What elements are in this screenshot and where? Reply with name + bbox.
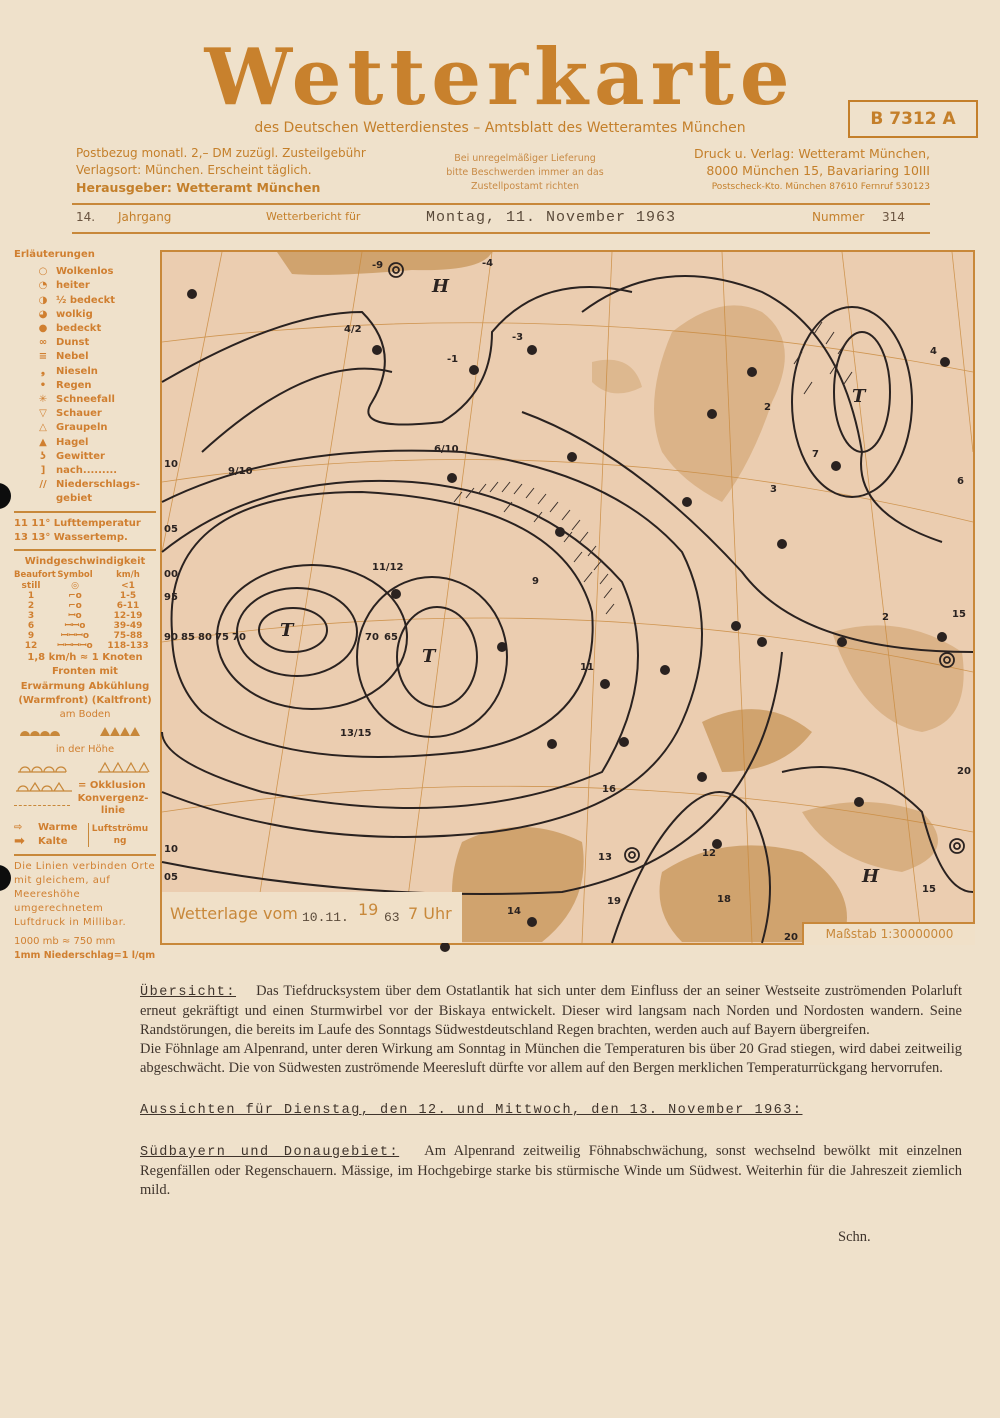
printer-line: Druck u. Verlag: Wetteramt München, — [694, 146, 930, 161]
divider — [14, 511, 156, 513]
occlusion-label: = Okklusion — [78, 779, 146, 791]
fronts-columns-sub: (Warmfront) (Kaltfront) — [18, 694, 152, 706]
station-value: 11/12 — [372, 562, 404, 573]
station-value: 19 — [607, 896, 621, 907]
isobar-label: 10 — [164, 844, 178, 855]
wind-row — [14, 641, 156, 651]
wind-cell: <1 — [121, 581, 135, 592]
wind-cell: ꟷꟷꟷo — [60, 631, 90, 642]
report-label: Wetterbericht für — [266, 210, 361, 223]
map-drawing — [162, 252, 973, 943]
wind-title: Windgeschwindigkeit — [24, 556, 146, 568]
legend-label: Nebel — [56, 351, 89, 363]
signature: Schn. — [838, 1229, 871, 1245]
station-value: 18 — [717, 894, 731, 905]
map-caption-box — [162, 892, 462, 943]
isobar-note: Die Linien verbinden Orte mit gleichem, auf Meereshöhe umgerechnetem Luftdruck in Millibar. — [14, 860, 156, 929]
divider — [14, 854, 156, 856]
legend-symbol-icon: • — [39, 379, 47, 391]
isobar-label: 75 — [215, 632, 229, 643]
wind-row — [14, 601, 156, 611]
legend-air-temp: 11 11° Lufttemperatur — [14, 517, 141, 529]
legend-item — [14, 407, 156, 421]
legend-label: Regen — [56, 379, 92, 391]
wind-row — [14, 631, 156, 641]
wind-table — [14, 581, 156, 651]
account-line: Postscheck-Kto. München 87610 Fernruf 530123 — [711, 182, 930, 192]
map-scale: Maßstab 1:30000000 — [802, 922, 975, 945]
station-value: -9 — [372, 260, 384, 271]
knot-conversion: 1,8 km/h ≈ 1 Knoten — [27, 652, 143, 664]
station-value: 14 — [507, 906, 521, 917]
wind-cell: ⌐o — [68, 591, 82, 602]
isobar-label: 95 — [164, 592, 178, 603]
wind-cell: 6 — [27, 621, 35, 632]
legend-item — [14, 421, 156, 435]
isobar-label: 05 — [164, 524, 178, 535]
wind-cell: ◎ — [71, 581, 79, 592]
isobar-label: 80 — [198, 632, 212, 643]
wind-cell: 3 — [27, 611, 35, 622]
wind-cell: ꟷo — [68, 611, 82, 622]
precipitation-conversion: 1mm Niederschlag=1 l/qm — [14, 949, 156, 961]
wind-cell: 2 — [27, 601, 35, 612]
cold-airflow-arrow-icon: ➡ — [14, 834, 25, 850]
legend-items — [14, 265, 156, 506]
volume-number: 14. — [76, 210, 96, 224]
legend-symbol-icon: ○ — [38, 266, 48, 278]
legend-item — [14, 350, 156, 364]
legend-label: nach......... — [56, 465, 118, 477]
wind-cell: 39-49 — [113, 621, 143, 632]
wind-cell: 12 — [24, 641, 38, 652]
overview-paragraph — [140, 982, 962, 1040]
wind-cell: 1-5 — [119, 591, 137, 602]
low-pressure-symbol: T — [852, 386, 866, 407]
wind-cell: still — [21, 581, 41, 592]
wind-row — [14, 591, 156, 601]
legend-label: Schauer — [56, 408, 102, 420]
divider — [72, 232, 930, 234]
report-date: Montag, 11. November 1963 — [426, 209, 677, 226]
occlusion-symbol — [14, 779, 74, 793]
legend-symbol-icon: ◔ — [38, 280, 48, 292]
legend-label: ½ bedeckt — [56, 294, 116, 306]
legend-item — [14, 265, 156, 279]
overview-text: Das Tiefdrucksystem über dem Ostatlantik hat sich unter dem Einfluss der an seiner Westseite zuströmenden Polarluft erneut gekräftigt und einen Sturmwirbel vor der Biskaya entwickelt. Dieser wird langsam nach Norden und Nordosten wandern. Seine Randstörungen, die bereits im Laufe des Sonntags Südwestdeutschland Regen brachten, werden auch auf Bayern übergreifen. — [140, 983, 963, 1038]
station-value: 12 — [702, 848, 716, 859]
fronts-ground-label: am Boden — [59, 709, 111, 721]
station-value: 13/15 — [340, 728, 372, 739]
caption-century: 19 — [358, 900, 379, 919]
fronts-height-label: in der Höhe — [55, 744, 115, 756]
legend-symbol-icon: ∞ — [38, 337, 48, 349]
wind-cell: 12-19 — [113, 611, 143, 622]
overview-heading: Übersicht: — [140, 985, 237, 1000]
balkans-land — [802, 802, 938, 872]
fronts-columns: Erwärmung Abkühlung — [20, 680, 150, 692]
issue-code-box: B 7312 A — [848, 100, 978, 138]
legend-item — [14, 393, 156, 407]
high-pressure-symbol: H — [432, 276, 450, 297]
legend-symbol-icon: ● — [38, 323, 48, 335]
isobar-label: 15 — [952, 609, 966, 620]
legend-symbol-icon: ] — [40, 465, 46, 477]
station-value: 9/10 — [228, 466, 253, 477]
divider — [14, 549, 156, 551]
delivery-note-line: bitte Beschwerden immer an das — [446, 167, 604, 178]
station-value: -4 — [482, 258, 494, 269]
station-value: -1 — [447, 354, 459, 365]
legend-label: Graupeln — [56, 422, 108, 434]
wind-cell: 118-133 — [107, 641, 149, 652]
legend-label: Gewitter — [56, 450, 105, 462]
subscription-line: Postbezug monatl. 2,– DM zuzügl. Zusteilgebühr — [76, 146, 366, 160]
masthead-subtitle: des Deutschen Wetterdienstes – Amtsblatt des Wetteramtes München — [254, 120, 746, 136]
publisher-line: Herausgeber: Wetteramt München — [76, 180, 321, 195]
warm-label: Warme — [38, 822, 78, 834]
station-value: 6/10 — [434, 444, 459, 455]
wind-cell: 1 — [27, 591, 35, 602]
issue-number: 314 — [882, 210, 905, 224]
address-line: 8000 München 15, Bavariaring 10III — [706, 163, 930, 178]
station-value: 4 — [930, 346, 937, 357]
legend-symbol-icon: ◕ — [38, 308, 48, 320]
legend-item — [14, 279, 156, 293]
legend-label: bedeckt — [56, 323, 102, 335]
legend-title: Erläuterungen — [14, 249, 95, 260]
isobar-label: 70 — [365, 632, 379, 643]
legend-label: Schneefall — [56, 394, 115, 406]
low-pressure-symbol: T — [422, 646, 436, 667]
iberia-land — [452, 827, 584, 942]
masthead-title: Wetterkarte — [204, 32, 796, 123]
wind-header-beaufort: Beaufort — [14, 570, 56, 581]
low-pressure-symbol: T — [280, 620, 294, 641]
station-value: 7 — [812, 449, 819, 460]
fronts-title: Fronten mit — [52, 666, 118, 678]
legend-symbol-icon: ❟ — [41, 365, 45, 377]
legend-water-temp: 13 13° Wassertemp. — [14, 531, 128, 543]
legend-label: wolkig — [56, 308, 93, 320]
legend-item — [14, 450, 156, 464]
wind-cell: ⌐o — [68, 601, 82, 612]
caption-time: 7 Uhr — [408, 904, 452, 923]
station-value: 4/2 — [344, 324, 362, 335]
wind-cell: ꟷꟷo — [64, 621, 86, 632]
warm-airflow-arrow-icon: ⇨ — [14, 822, 23, 834]
legend-label: heiter — [56, 280, 90, 292]
outlook-heading: Aussichten für Dienstag, den 12. und Mittwoch, den 13. November 1963: — [140, 1103, 803, 1118]
legend-label: Wolkenlos — [56, 266, 114, 278]
legend-item — [14, 436, 156, 450]
greenland-land — [277, 252, 492, 275]
station-value: 9 — [532, 576, 539, 587]
convergence-line-symbol — [14, 805, 70, 806]
wind-header-kmh: km/h — [116, 570, 140, 581]
caption-date: 10.11. — [302, 910, 349, 925]
cold-label: Kalte — [38, 836, 68, 848]
legend-item — [14, 365, 156, 379]
isobar-label: 90 — [164, 632, 178, 643]
printer-info — [640, 145, 930, 196]
wind-header — [14, 569, 156, 581]
legend-item — [14, 379, 156, 393]
legend-item — [14, 308, 156, 322]
legend-symbol-icon: ▽ — [39, 408, 47, 420]
legend-item — [14, 464, 156, 478]
legend-symbol-icon: ◑ — [38, 294, 48, 306]
station-value: 15 — [922, 884, 936, 895]
delivery-note — [430, 152, 620, 194]
legend-symbol-icon: ▲ — [39, 436, 47, 448]
station-value: 2 — [882, 612, 889, 623]
volume-label: Jahrgang — [118, 210, 172, 224]
punch-hole — [0, 865, 11, 891]
isobar-label: 20 — [784, 932, 798, 943]
region-paragraph — [140, 1142, 962, 1200]
punch-hole — [0, 483, 11, 509]
synoptic-map — [160, 250, 975, 945]
convergence-label: Konvergenz-linie — [77, 793, 149, 817]
station-value: 6 — [957, 476, 964, 487]
wind-cell: 9 — [27, 631, 35, 642]
region-heading: Südbayern und Donaugebiet: — [140, 1145, 400, 1160]
high-pressure-symbol: H — [862, 866, 880, 887]
wind-row — [14, 621, 156, 631]
caption-year: 63 — [384, 910, 400, 925]
delivery-note-line: Bei unregelmäßiger Lieferung — [454, 153, 596, 164]
legend-item — [14, 478, 156, 506]
wind-cell: 6-11 — [116, 601, 140, 612]
legend-symbol-icon: ʖ — [40, 450, 46, 462]
divider — [72, 203, 930, 205]
isobar-label: 10 — [164, 459, 178, 470]
legend-symbol-icon: // — [39, 479, 47, 491]
isobar-label: 70 — [232, 632, 246, 643]
legend-label: Niederschlags-gebiet — [56, 479, 140, 505]
isobar-label: 05 — [164, 872, 178, 883]
number-label: Nummer — [812, 210, 865, 224]
legend-item — [14, 294, 156, 308]
wind-header-symbol: Symbol — [57, 570, 93, 581]
region-text: Am Alpenrand zeitweilig Föhnabschwächung, sonst wechselnd bewölkt mit einzelnen Regenfällen oder Regenschauern. Mässige, im Hochgebirge starke bis stürmische Winde um Südwest. Weiterhin für die Jahreszeit ziemlich mild. — [140, 1143, 962, 1198]
station-value: -3 — [512, 332, 524, 343]
station-value: 11 — [580, 662, 594, 673]
surface-front-symbols — [14, 722, 156, 738]
airflow-label: Luftströmung — [88, 823, 151, 847]
legend-symbol-icon: ≡ — [38, 351, 48, 363]
wind-cell: ꟷꟷꟷꟷo — [57, 641, 93, 652]
station-value: 16 — [602, 784, 616, 795]
alps-land — [702, 709, 812, 772]
isobar-label: 00 — [164, 569, 178, 580]
isobar-label: 85 — [181, 632, 195, 643]
legend-label: Dunst — [56, 337, 90, 349]
station-value: 13 — [598, 852, 612, 863]
issue-info-row — [76, 210, 926, 230]
pressure-conversion: 1000 mb ≈ 750 mm — [14, 935, 116, 947]
legend-label: Hagel — [56, 436, 89, 448]
station-value: 3 — [770, 484, 777, 495]
subscription-info — [76, 145, 366, 196]
legend-label: Nieseln — [56, 365, 98, 377]
land-masses — [277, 252, 964, 942]
forecast-text — [140, 982, 962, 1247]
caption-label: Wetterlage vom — [170, 904, 298, 923]
isobar-label: 20 — [957, 766, 971, 777]
wind-row — [14, 611, 156, 621]
wind-cell: 75-88 — [113, 631, 143, 642]
legend — [14, 248, 156, 963]
legend-symbol-icon: ✳ — [38, 394, 48, 406]
delivery-note-line: Zustellpostamt richten — [470, 181, 580, 192]
overview-text-2: Die Föhnlage am Alpenrand, unter deren Wirkung am Sonntag in München die Temperaturen bis über 20 Grad stiegen, wird dabei zeitweilig abgeschwächt. Die von Südwesten zuströmende Meeresluft dürfte vor allem auf den Bergen merklichen Temperaturrückgang hervorrufen. — [140, 1041, 962, 1076]
isobar-label: 65 — [384, 632, 398, 643]
iceland-land — [592, 360, 642, 394]
wind-row — [14, 581, 156, 591]
legend-item — [14, 322, 156, 336]
publishing-place-line: Verlagsort: München. Erscheint täglich. — [76, 163, 312, 177]
legend-item — [14, 336, 156, 350]
legend-symbol-icon: △ — [39, 422, 47, 434]
station-value: 2 — [764, 402, 771, 413]
upper-front-symbols — [14, 758, 156, 774]
